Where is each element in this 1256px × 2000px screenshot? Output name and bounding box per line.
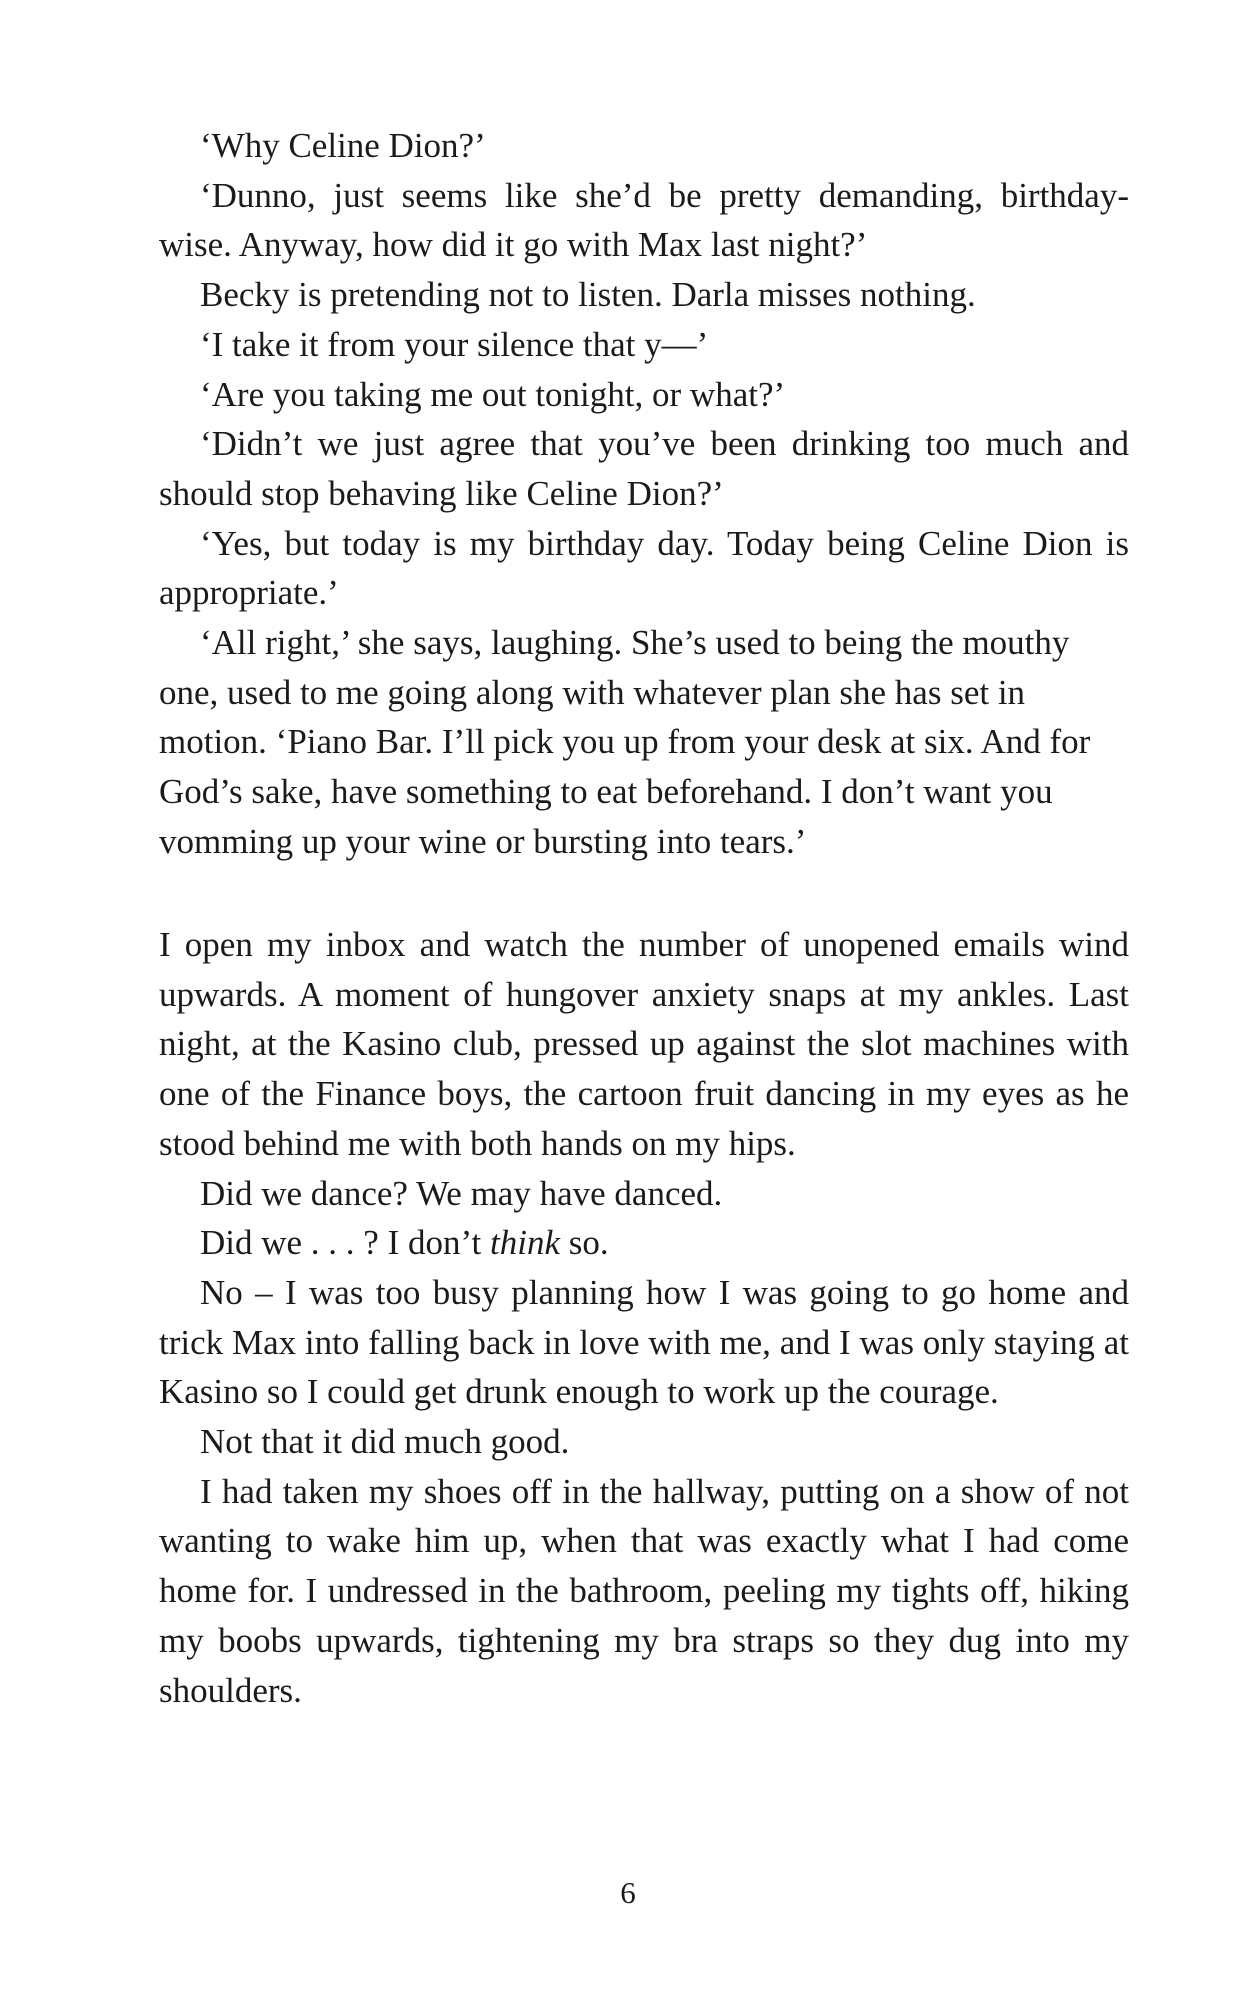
paragraph: ‘I take it from your silence that y—’ — [200, 324, 709, 364]
paragraph: ‘All right,’ she says, laughing. She’s used to being the mouthy one, used to me going along with whatever plan she has set in motion. ‘Piano Bar. I’ll pick you up from your desk at six. And for God’s sake, have something to eat beforehand. I don’t want you vomming up your wine or bursting into tears.’ — [159, 623, 1091, 861]
paragraph: ‘Yes, but today is my birthday day. Today being Celine Dion is appropriate.’ — [159, 523, 1129, 613]
paragraph — [159, 1218, 1129, 1268]
paragraph: ‘Are you taking me out tonight, or what?’ — [200, 374, 786, 414]
paragraph: Becky is pretending not to listen. Darla misses nothing. — [200, 275, 976, 315]
paragraph: No – I was too busy planning how I was going to go home and trick Max into falling back in love with me, and I was only staying at Kasino so I could get drunk enough to work up the courage. — [159, 1272, 1129, 1412]
paragraph-text: Did we . . . ? I don’t — [200, 1223, 490, 1263]
paragraph: ‘Didn’t we just agree that you’ve been drinking too much and should stop behaving like Celine Dion?’ — [159, 424, 1129, 513]
dialogue-section — [159, 121, 1129, 867]
paragraph: I open my inbox and watch the number of unopened emails wind upwards. A moment of hungover anxiety snaps at my ankles. Last night, at the Kasino club, pressed up against the slot machines with one of the Finance boys, the cartoon fruit dancing in my eyes as he stood behind me with both hands on my hips. — [159, 925, 1129, 1163]
paragraph: ‘Dunno, just seems like she’d be pretty demanding, birthday-wise. Anyway, how did it go with Max last night?’ — [159, 175, 1129, 265]
narrative-section — [159, 920, 1129, 1715]
paragraph: ‘Why Celine Dion?’ — [200, 126, 486, 165]
paragraph-text: so. — [559, 1223, 609, 1263]
paragraph: Not that it did much good. — [200, 1422, 570, 1462]
paragraph: I had taken my shoes off in the hallway, putting on a show of not wanting to wake him up, when that was exactly what I had come home for. I undressed in the bathroom, peeling my tights off, hiking my boobs upwards, tightening my bra straps so they dug into my shoulders. — [159, 1471, 1129, 1710]
page-number: 6 — [620, 1875, 636, 1910]
emphasis-text: think — [490, 1223, 560, 1263]
paragraph: Did we dance? We may have danced. — [200, 1173, 723, 1213]
